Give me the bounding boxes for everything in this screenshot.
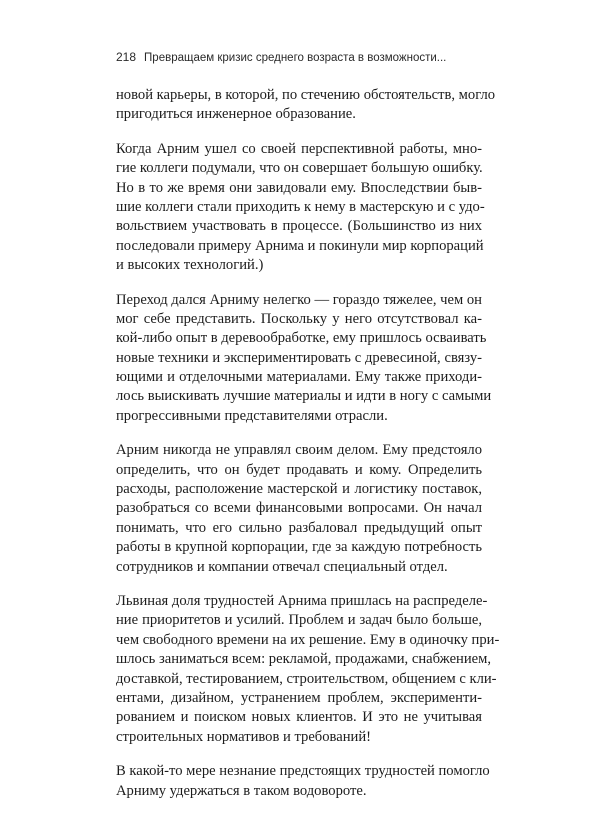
text-line: работы в крупной корпорации, где за каждую потребность bbox=[116, 539, 482, 556]
text-line: новые техники и экспериментировать с древесиной, связу- bbox=[116, 349, 482, 366]
text-line: Арниму удержаться в таком водовороте. bbox=[116, 782, 367, 799]
text-line: строительных нормативов и требований! bbox=[116, 728, 371, 745]
text-line: Когда Арним ушел со своей перспективной работы, мно- bbox=[116, 140, 482, 157]
text-line: гие коллеги подумали, что он совершает большую ошибку. bbox=[116, 160, 483, 177]
text-line: Но в то же время они завидовали ему. Впоследствии быв- bbox=[116, 179, 482, 196]
text-line: новой карьеры, в которой, по стечению обстоятельств, могло bbox=[116, 87, 496, 103]
text-line: ентами, дизайном, устранением проблем, эксперименти- bbox=[116, 689, 482, 706]
paragraph bbox=[116, 86, 496, 125]
text-line: Арним никогда не управлял своим делом. Ему предстояло bbox=[116, 442, 482, 459]
text-line: последовали примеру Арнима и покинули мир корпораций bbox=[116, 237, 484, 254]
text-line: шие коллеги стали приходить к нему в мастерскую и с удо- bbox=[116, 198, 485, 215]
text-line: В какой-то мере незнание предстоящих трудностей помогло bbox=[116, 763, 490, 780]
paragraph bbox=[116, 291, 492, 427]
running-title: Превращаем кризис среднего возраста в возможности... bbox=[144, 52, 447, 64]
text-line: чем свободного времени на их решение. Ему в одиночку при- bbox=[116, 631, 500, 648]
text-line: прогрессивными представителями отрасли. bbox=[116, 407, 388, 424]
paragraph bbox=[116, 441, 482, 577]
text-line: и высоких технологий.) bbox=[116, 257, 264, 274]
text-line: Львиная доля трудностей Арнима пришлась на распределе- bbox=[116, 592, 488, 609]
text-line: разобраться со всеми финансовыми вопросами. Он начал bbox=[116, 500, 482, 517]
text-line: кой-либо опыт в деревообработке, ему пришлось осваивать bbox=[116, 330, 487, 347]
page-number: 218 bbox=[116, 50, 137, 64]
paragraph bbox=[116, 140, 485, 276]
text-line: лось выискивать лучшие материалы и идти в ногу с самыми bbox=[116, 388, 492, 405]
text-line: шлось заниматься всем: рекламой, продажами, снабжением, bbox=[116, 651, 492, 668]
text-line: ющими и отделочными материалами. Ему также приходи- bbox=[116, 369, 482, 386]
text-line: вольствием участвовать в процессе. (Большинство из них bbox=[116, 218, 482, 235]
running-header bbox=[116, 50, 516, 64]
paragraph bbox=[116, 762, 490, 801]
text-line: Переход дался Арниму нелегко — гораздо тяжелее, чем он bbox=[116, 291, 482, 308]
text-line: понимать, что его сильно разбаловал предыдущий опыт bbox=[116, 519, 482, 536]
text-line: ние приоритетов и усилий. Проблем и задач было больше, bbox=[116, 612, 482, 629]
body-text bbox=[116, 86, 500, 816]
paragraph bbox=[116, 592, 500, 747]
text-line: мог себе представить. Поскольку у него отсутствовал ка- bbox=[116, 310, 482, 327]
text-line: рованием и поиском новых клиентов. И это не учитывая bbox=[116, 709, 482, 726]
text-line: расходы, расположение мастерской и логистику поставок, bbox=[116, 481, 482, 498]
text-line: пригодиться инженерное образование. bbox=[116, 106, 356, 123]
text-line: сотрудников и компании отвечал специальный отдел. bbox=[116, 558, 448, 575]
text-line: определить, что он будет продавать и кому. Определить bbox=[116, 461, 482, 478]
text-line: доставкой, тестированием, строительством, общением с кли- bbox=[116, 670, 497, 687]
